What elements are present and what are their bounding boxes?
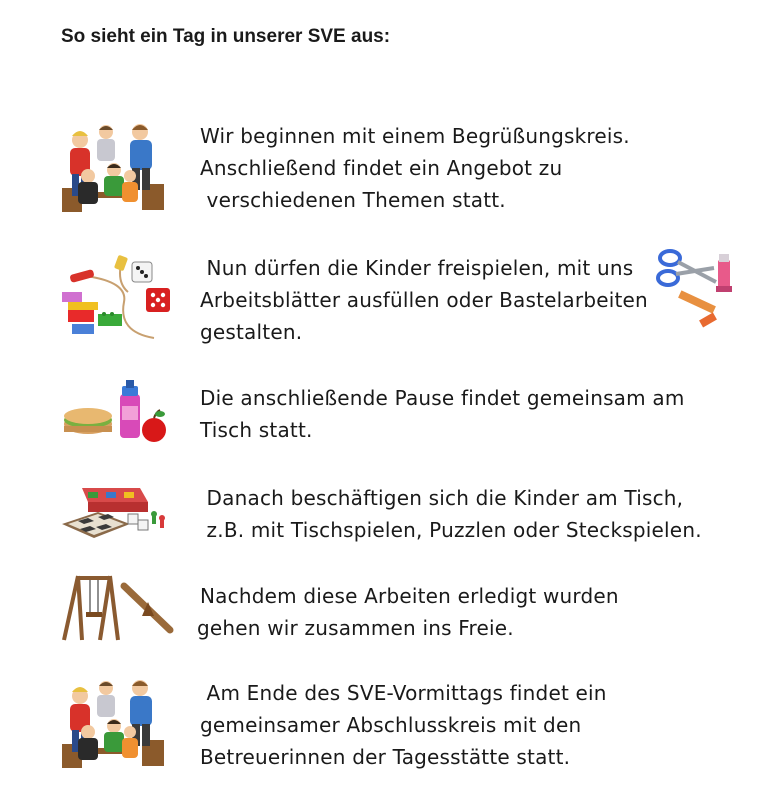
playground-icon	[60, 572, 174, 642]
step-4-line-2: z.B. mit Tischspielen, Puzzlen oder Steckspielen.	[200, 518, 702, 542]
step-2-text	[200, 252, 648, 348]
step-6-text	[200, 677, 607, 773]
board-games-icon	[58, 484, 170, 542]
step-4-line-1: Danach beschäftigen sich die Kinder am Tisch,	[200, 486, 684, 510]
step-4-text	[200, 482, 702, 546]
step-5-line-2: gehen wir zusammen ins Freie.	[197, 616, 514, 640]
step-2-line-2: Arbeitsblätter ausfüllen oder Bastelarbeiten	[200, 288, 648, 312]
step-6-line-2: gemeinsamer Abschlusskreis mit den	[200, 713, 582, 737]
page-title: So sieht ein Tag in unserer SVE aus:	[61, 26, 391, 47]
children-circle-icon	[58, 118, 170, 214]
step-6-line-1: Am Ende des SVE-Vormittags findet ein	[200, 681, 607, 705]
children-circle-icon	[58, 674, 170, 770]
step-1-line-2: Anschließend findet ein Angebot zu	[200, 156, 563, 180]
step-2-line-1: Nun dürfen die Kinder freispielen, mit uns	[200, 256, 634, 280]
step-3-text	[200, 382, 685, 446]
scissors-glue-pencil-icon	[656, 246, 736, 332]
step-5-text	[197, 580, 619, 644]
step-2-line-3: gestalten.	[200, 320, 303, 344]
step-3-line-2: Tisch statt.	[200, 418, 313, 442]
step-5-line-1: Nachdem diese Arbeiten erledigt wurden	[200, 584, 619, 608]
step-3-line-1: Die anschließende Pause findet gemeinsam am	[200, 386, 685, 410]
toys-icon	[58, 252, 176, 348]
step-1-line-1: Wir beginnen mit einem Begrüßungskreis.	[200, 124, 630, 148]
snack-icon	[62, 380, 170, 444]
step-1-line-3: verschiedenen Themen statt.	[200, 188, 506, 212]
step-1-text	[200, 120, 630, 216]
step-6-line-3: Betreuerinnen der Tagesstätte statt.	[200, 745, 571, 769]
